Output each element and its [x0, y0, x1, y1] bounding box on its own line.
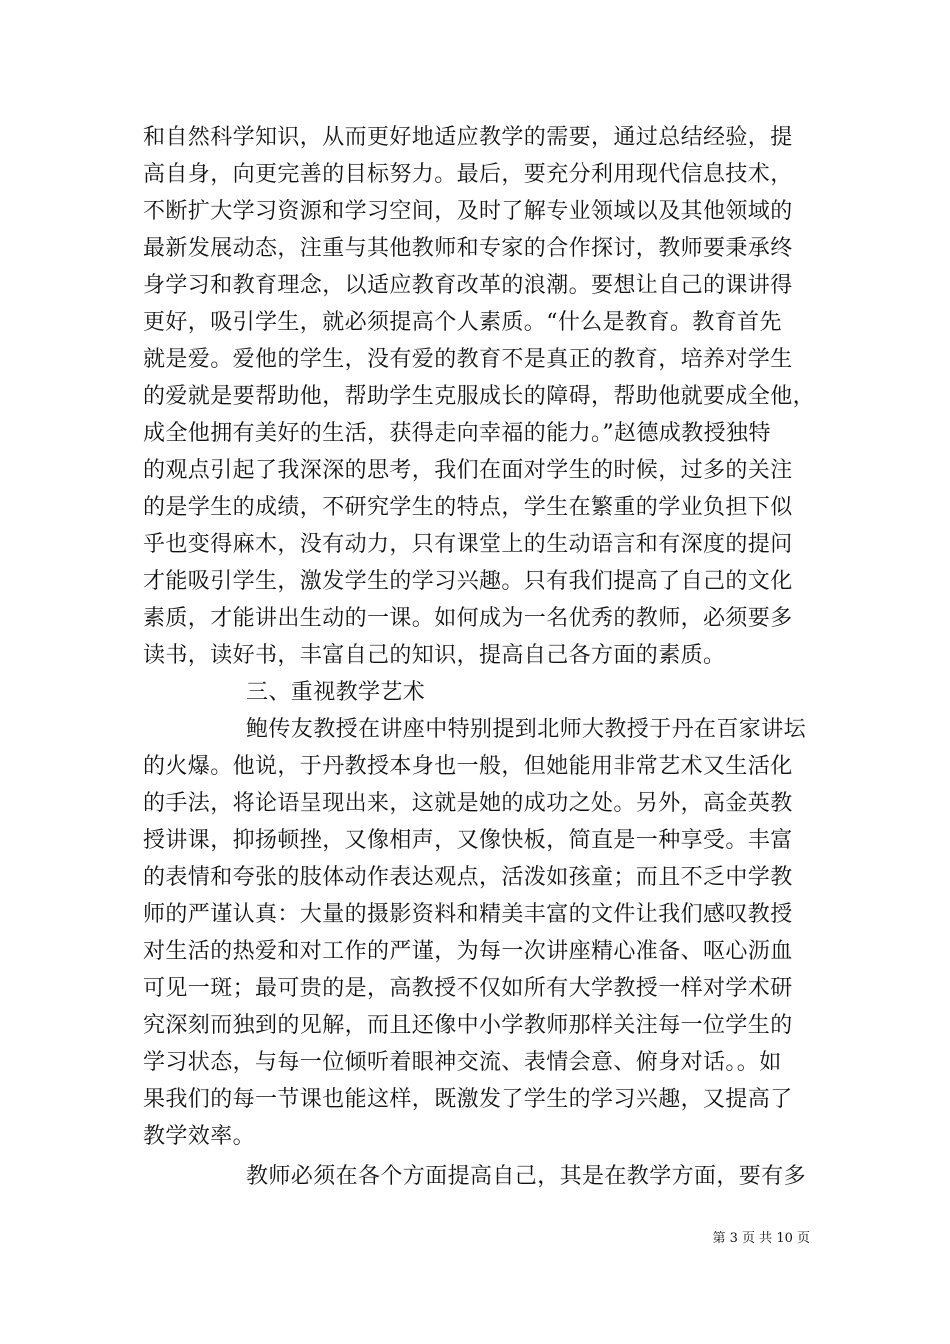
body-text-line: 的爱就是要帮助他，帮助学生克服成长的障碍，帮助他就要成全他， — [143, 384, 816, 409]
body-text-line: 果我们的每一节课也能这样，既激发了学生的学习兴趣，又提高了 — [143, 1087, 793, 1112]
body-text-line: 的是学生的成绩，不研究学生的特点，学生在繁重的学业负担下似 — [143, 495, 793, 520]
body-text-line: 究深刻而独到的见解，而且还像中小学教师那样关注每一位学生的 — [143, 1013, 793, 1038]
body-text-line: 的火爆。他说，于丹教授本身也一般，但她能用非常艺术又生活化 — [143, 754, 793, 779]
body-text-line: 和自然科学知识，从而更好地适应教学的需要，通过总结经验，提 — [143, 125, 793, 150]
body-text-line: 师的严谨认真：大量的摄影资料和精美丰富的文件让我们感叹教授 — [143, 902, 793, 927]
body-text-line: 鲍传友教授在讲座中特别提到北师大教授于丹在百家讲坛 — [246, 717, 807, 742]
body-text-line: 身学习和教育理念，以适应教育改革的浪潮。要想让自己的课讲得 — [143, 273, 793, 298]
body-text-line: 才能吸引学生，激发学生的学习兴趣。只有我们提高了自己的文化 — [143, 569, 793, 594]
body-text-line: 读书，读好书，丰富自己的知识，提高自己各方面的素质。 — [143, 643, 726, 668]
body-text-line: 教学效率。 — [143, 1124, 256, 1149]
body-text-line: 成全他拥有美好的生活，获得走向幸福的能力。”赵德成教授独特 — [143, 421, 771, 446]
body-text-line: 授讲课，抑扬顿挫，又像相声，又像快板，简直是一种享受。丰富 — [143, 828, 793, 853]
body-text-line: 不断扩大学习资源和学习空间，及时了解专业领域以及其他领域的 — [143, 199, 793, 224]
body-text-line: 教师必须在各个方面提高自己，其是在教学方面，要有多 — [246, 1164, 807, 1189]
body-text-line: 的手法，将论语呈现出来，这就是她的成功之处。另外，高金英教 — [143, 791, 793, 816]
body-text-line: 乎也变得麻木，没有动力，只有课堂上的生动语言和有深度的提问 — [143, 532, 793, 557]
body-text-line: 高自身，向更完善的目标努力。最后，要充分利用现代信息技术， — [143, 162, 793, 187]
body-text-line: 素质，才能讲出生动的一课。如何成为一名优秀的教师，必须要多 — [143, 606, 793, 631]
body-text-line: 对生活的热爱和对工作的严谨，为每一次讲座精心准备、呕心沥血 — [143, 939, 793, 964]
section-heading: 三、重视教学艺术 — [246, 680, 426, 705]
body-text-line: 可见一斑；最可贵的是，高教授不仅如所有大学教授一样对学术研 — [143, 976, 793, 1001]
body-text-line: 就是爱。爱他的学生，没有爱的教育不是真正的教育，培养对学生 — [143, 347, 793, 372]
body-text-line: 的观点引起了我深深的思考，我们在面对学生的时候，过多的关注 — [143, 458, 793, 483]
page-number-footer: 第 3 页 共 10 页 — [712, 1231, 810, 1246]
body-text-line: 学习状态，与每一位倾听着眼神交流、表情会意、俯身对话。。如 — [143, 1050, 782, 1075]
body-text-line: 更好，吸引学生，就必须提高个人素质。“什么是教育。教育首先 — [143, 310, 782, 335]
body-text-line: 最新发展动态，注重与其他教师和专家的合作探讨，教师要秉承终 — [143, 236, 793, 261]
body-text-line: 的表情和夸张的肢体动作表达观点，活泼如孩童；而且不乏中学教 — [143, 865, 793, 890]
